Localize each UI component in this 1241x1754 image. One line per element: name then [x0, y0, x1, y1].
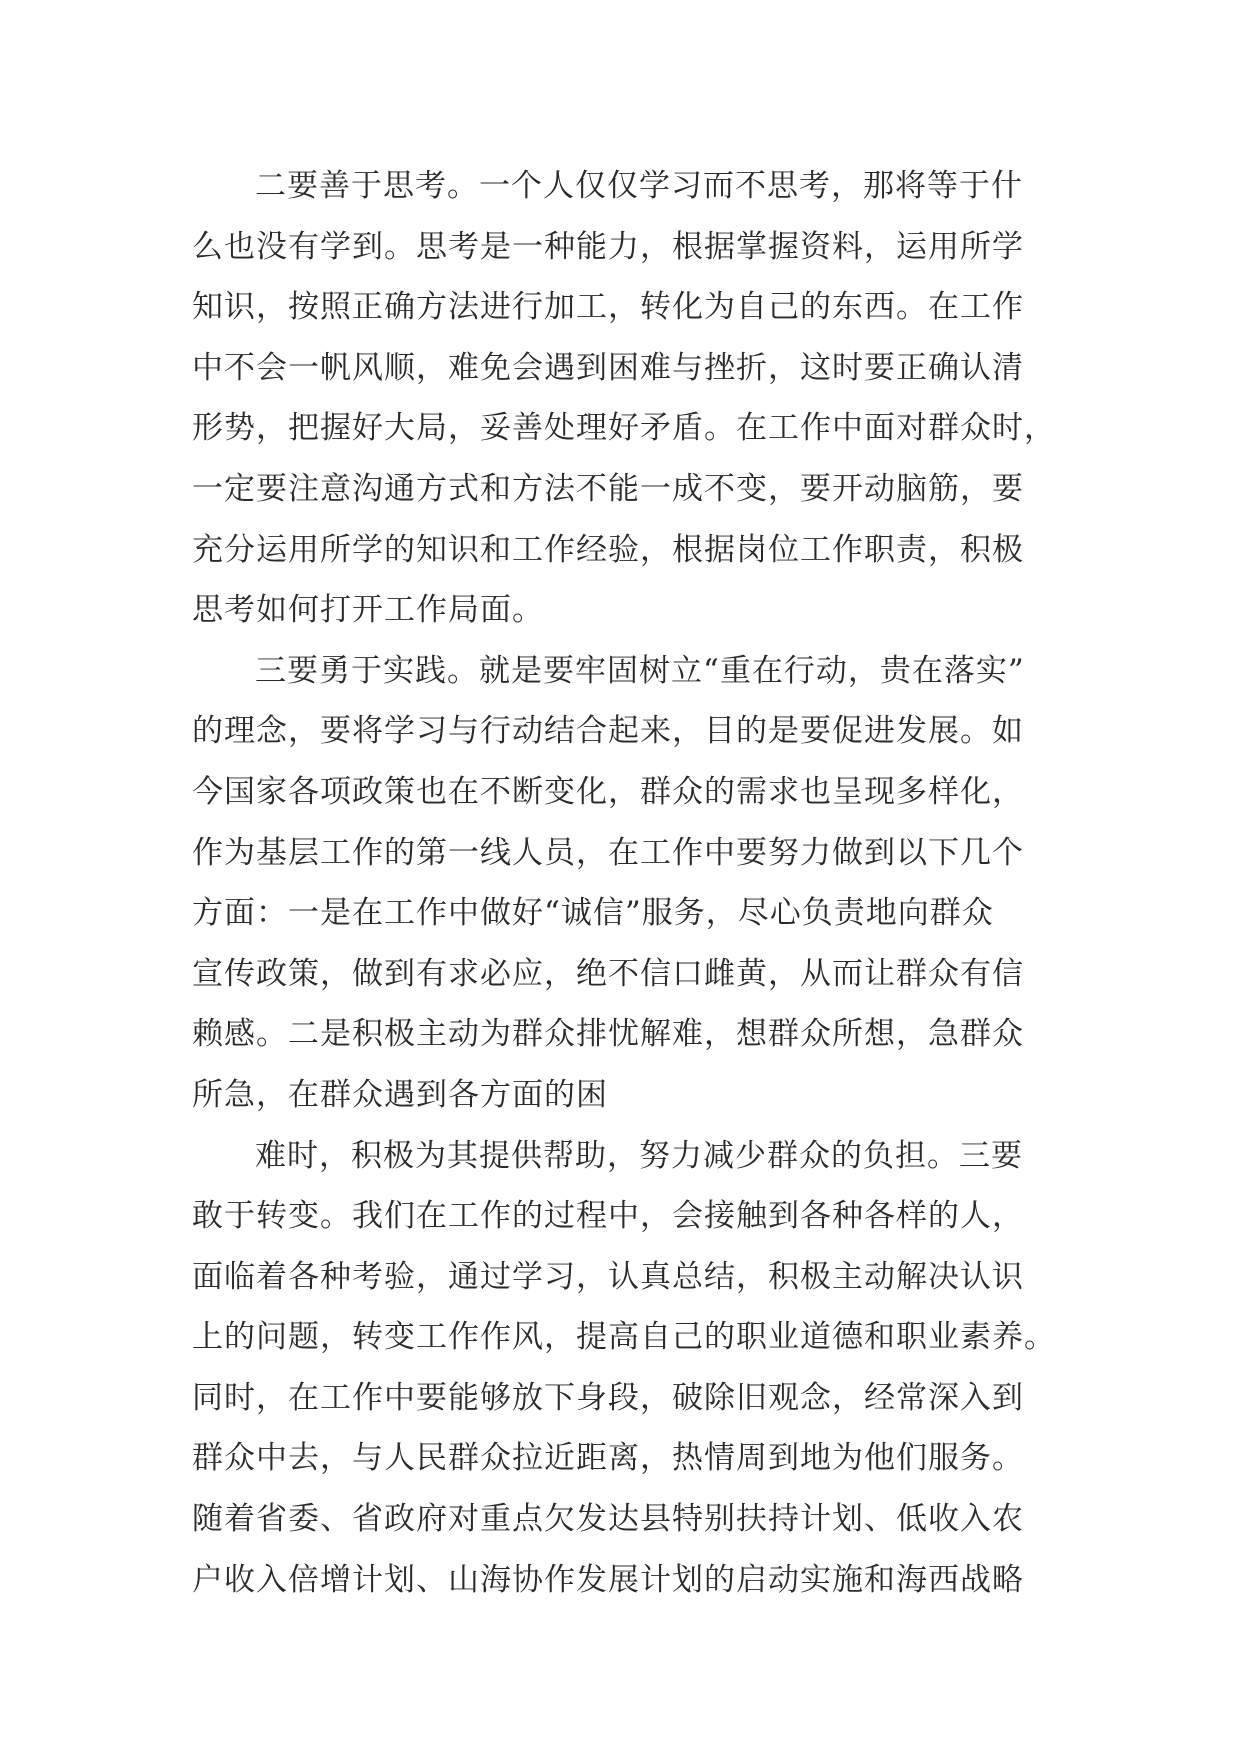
- text-line: 三要勇于实践。就是要牢固树立“重在行动，贵在落实”: [255, 652, 1025, 689]
- text-line: 群众中去，与人民群众拉近距离，热情周到地为他们服务。: [192, 1440, 1024, 1477]
- text-line: 思考如何打开工作局面。: [192, 592, 544, 629]
- text-line: 方面：一是在工作中做好“诚信”服务，尽心负责地向群众: [192, 895, 994, 932]
- text-line: 作为基层工作的第一线人员，在工作中要努力做到以下几个: [192, 834, 1024, 871]
- text-line: 面临着各种考验，通过学习，认真总结，积极主动解决认识: [192, 1258, 1024, 1295]
- text-line: 难时，积极为其提供帮助，努力减少群众的负担。三要: [255, 1137, 1023, 1174]
- text-line: 中不会一帆风顺，难免会遇到困难与挫折，这时要正确认清: [192, 349, 1024, 386]
- text-line: 赖感。二是积极主动为群众排忧解难，想群众所想，急群众: [192, 1016, 1024, 1053]
- text-line: 所急，在群众遇到各方面的困: [192, 1076, 608, 1113]
- text-line: 上的问题，转变工作作风，提高自己的职业道德和职业素养。: [192, 1319, 1056, 1356]
- text-line: 充分运用所学的知识和工作经验，根据岗位工作职责，积极: [192, 531, 1024, 568]
- text-line: 形势，把握好大局，妥善处理好矛盾。在工作中面对群众时，: [192, 410, 1056, 447]
- text-line: 同时，在工作中要能够放下身段，破除旧观念，经常深入到: [192, 1379, 1024, 1416]
- text-line: 么也没有学到。思考是一种能力，根据掌握资料，运用所学: [192, 228, 1024, 265]
- text-line: 敢于转变。我们在工作的过程中，会接触到各种各样的人，: [192, 1198, 1024, 1235]
- text-line: 户收入倍增计划、山海协作发展计划的启动实施和海西战略: [192, 1561, 1024, 1598]
- document-body: [192, 156, 1072, 1610]
- text-line: 二要善于思考。一个人仅仅学习而不思考，那将等于什: [255, 168, 1023, 204]
- text-line: 知识，按照正确方法进行加工，转化为自己的东西。在工作: [192, 289, 1024, 326]
- text-line: 的理念，要将学习与行动结合起来，目的是要促进发展。如: [192, 713, 1024, 750]
- text-line: 今国家各项政策也在不断变化，群众的需求也呈现多样化，: [192, 773, 1024, 810]
- text-line: 一定要注意沟通方式和方法不能一成不变，要开动脑筋，要: [192, 470, 1024, 507]
- text-line: 宣传政策，做到有求必应，绝不信口雌黄，从而让群众有信: [192, 955, 1024, 992]
- text-line: 随着省委、省政府对重点欠发达县特别扶持计划、低收入农: [192, 1501, 1024, 1538]
